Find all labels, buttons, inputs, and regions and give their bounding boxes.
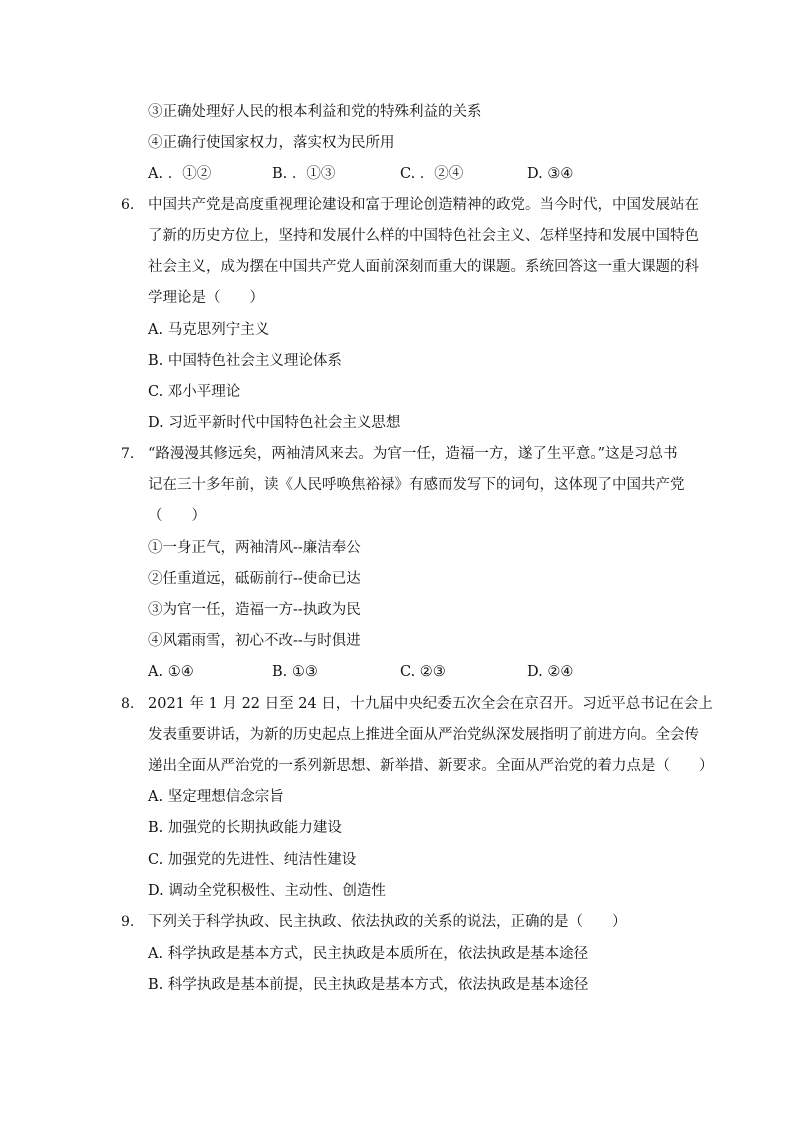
q8-stem-line-3: 递出全面从严治党的一系列新思想、新举措、新要求。全面从严治党的着力点是（ ） — [148, 758, 714, 774]
q9-option-b: B. 科学执政是基本前提，民主执政是基本方式，依法执政是基本途径 — [148, 977, 589, 993]
q6-stem-line-1: 中国共产党是高度重视理论建设和富于理论创造精神的政党。当今时代，中国发展站在 — [148, 197, 699, 213]
q5-option-c: C. ．②④ — [400, 166, 464, 182]
q7-statement-3: ③为官一任，造福一方--执政为民 — [148, 602, 361, 618]
q7-statement-4: ④风霜雨雪，初心不改--与时俱进 — [148, 633, 361, 649]
q9-stem-line-1: 下列关于科学执政、民主执政、依法执政的关系的说法，正确的是（ ） — [148, 914, 627, 930]
q6-stem-line-2: 了新的历史方位上，坚持和发展什么样的中国特色社会主义、怎样坚持和发展中国特色 — [148, 228, 699, 244]
q5-option-d: D. ③④ — [527, 166, 574, 182]
q7-stem-line-3: （ ） — [148, 508, 206, 524]
q5-statement-4: ④正确行使国家权力，落实权为民所用 — [148, 135, 395, 151]
q6-option-d: D. 习近平新时代中国特色社会主义思想 — [148, 415, 401, 431]
q5-option-b: B. ．①③ — [272, 166, 336, 182]
q7-option-c: C. ②③ — [400, 664, 446, 680]
q6-option-a: A. 马克思列宁主义 — [148, 322, 270, 338]
q5-option-a: A. ．①② — [148, 166, 212, 182]
q8-option-d: D. 调动全党积极性、主动性、创造性 — [148, 883, 386, 899]
q7-stem-line-2: 记在三十多年前，读《人民呼唤焦裕禄》有感而发写下的词句，这体现了中国共产党 — [148, 477, 685, 493]
q7-statement-1: ①一身正气，两袖清风--廉洁奉公 — [148, 540, 361, 556]
q7-stem-line-1: “路漫漫其修远矣，两袖清风来去。为官一任，造福一方，遂了生平意。”这是习总书 — [148, 446, 678, 462]
q8-option-a: A. 坚定理想信念宗旨 — [148, 789, 284, 805]
q9-option-a: A. 科学执政是基本方式，民主执政是本质所在，依法执政是基本途径 — [148, 946, 589, 962]
q8-option-b: B. 加强党的长期执政能力建设 — [148, 820, 342, 836]
q7-number: 7. — [121, 446, 135, 462]
q6-option-b: B. 中国特色社会主义理论体系 — [148, 353, 342, 369]
q5-statement-3: ③正确处理好人民的根本利益和党的特殊利益的关系 — [148, 104, 482, 120]
q8-stem-line-2: 发表重要讲话，为新的历史起点上推进全面从严治党纵深发展指明了前进方向。全会传 — [148, 727, 699, 743]
q7-option-a: A. ①④ — [148, 664, 194, 680]
q8-number: 8. — [121, 696, 135, 712]
q7-option-b: B. ①③ — [272, 664, 318, 680]
q7-statement-2: ②任重道远，砥砺前行--使命已达 — [148, 571, 361, 587]
q8-option-c: C. 加强党的先进性、纯洁性建设 — [148, 852, 357, 868]
q6-number: 6. — [121, 197, 135, 213]
q6-stem-line-3: 社会主义，成为摆在中国共产党人面前深刻而重大的课题。系统回答这一重大课题的科 — [148, 259, 699, 275]
q9-number: 9. — [121, 914, 135, 930]
q8-stem-line-1: 2021 年 1 月 22 日至 24 日，十九届中央纪委五次全会在京召开。习近平总书记在会上 — [148, 696, 713, 712]
q7-option-d: D. ②④ — [527, 664, 574, 680]
q6-option-c: C. 邓小平理论 — [148, 384, 241, 400]
q6-stem-line-4: 学理论是（ ） — [148, 290, 264, 306]
